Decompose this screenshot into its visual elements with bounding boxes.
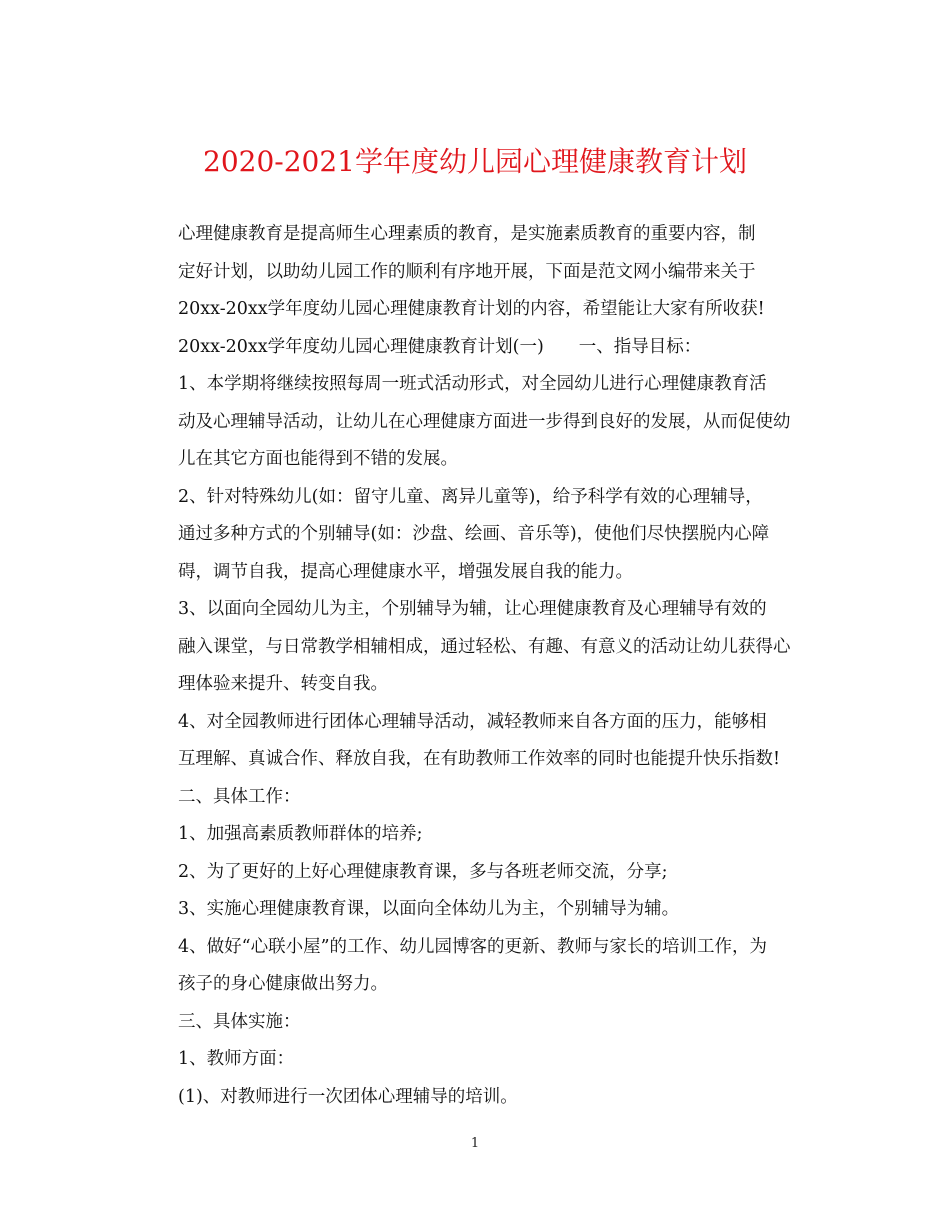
text-line: 互理解、真诚合作、释放自我，在有助教师工作效率的同时也能提升快乐指数! (178, 749, 781, 769)
text-line: 2、为了更好的上好心理健康教育课，多与各班老师交流，分享; (178, 861, 668, 882)
text-line: 1、教师方面： (178, 1049, 295, 1069)
text-line: 3、实施心理健康教育课，以面向全体幼儿为主，个别辅导为辅。 (178, 899, 680, 919)
text-line: 4、做好“心联小屋”的工作、幼儿园博客的更新、教师与家长的培训工作，为 (178, 936, 768, 957)
text-line: 通过多种方式的个别辅导(如：沙盘、绘画、音乐等)，使他们尽快摆脱内心障 (178, 524, 770, 544)
paragraph (143, 1079, 807, 1117)
paragraph (143, 591, 807, 704)
text-line: 3、以面向全园幼儿为主，个别辅导为辅，让心理健康教育及心理辅导有效的 (178, 599, 767, 619)
text-line: 定好计划，以助幼儿园工作的顺利有序地开展，下面是范文网小编带来关于 (178, 261, 756, 282)
text-line: 碍，调节自我，提高心理健康水平，增强发展自我的能力。 (178, 561, 633, 582)
page-number: 1 (470, 1136, 480, 1151)
paragraph (143, 1004, 807, 1042)
paragraph (143, 1041, 807, 1079)
text-line: 1、本学期将继续按照每周一班式活动形式，对全园幼儿进行心理健康教育活 (178, 374, 767, 394)
paragraph (143, 216, 807, 366)
document-title: 2020-2021学年度幼儿园心理健康教育计划 (203, 145, 747, 178)
text-line: 2、针对特殊幼儿(如：留守儿童、离异儿童等)，给予科学有效的心理辅导， (178, 486, 763, 507)
text-line: 20xx-20xx学年度幼儿园心理健康教育计划的内容，希望能让大家有所收获! (178, 299, 765, 319)
text-line: 二、具体工作： (178, 786, 301, 807)
paragraph (143, 891, 807, 929)
paragraph (143, 479, 807, 592)
text-line: 动及心理辅导活动，让幼儿在心理健康方面进一步得到良好的发展，从而促使幼 (178, 411, 791, 432)
text-line: 4、对全园教师进行团体心理辅导活动，减轻教师来自各方面的压力，能够相 (178, 711, 767, 732)
paragraph (143, 854, 807, 892)
paragraph (143, 929, 807, 1004)
document-body (143, 216, 807, 1116)
text-line: 理体验来提升、转变自我。 (178, 674, 388, 694)
text-line: 20xx-20xx学年度幼儿园心理健康教育计划(一) 一、指导目标： (178, 336, 702, 357)
paragraph (143, 366, 807, 479)
text-line: 融入课堂，与日常教学相辅相成，通过轻松、有趣、有意义的活动让幼儿获得心 (178, 636, 791, 657)
text-line: 心理健康教育是提高师生心理素质的教育，是实施素质教育的重要内容，制 (178, 224, 756, 244)
text-line: 三、具体实施： (178, 1011, 301, 1032)
text-line: 儿在其它方面也能得到不错的发展。 (178, 449, 458, 469)
text-line: 1、加强高素质教师群体的培养; (178, 824, 423, 844)
paragraph (143, 816, 807, 854)
paragraph (143, 704, 807, 779)
text-line: 孩子的身心健康做出努力。 (178, 974, 388, 994)
paragraph (143, 779, 807, 817)
text-line: (1)、对教师进行一次团体心理辅导的培训。 (178, 1086, 518, 1107)
